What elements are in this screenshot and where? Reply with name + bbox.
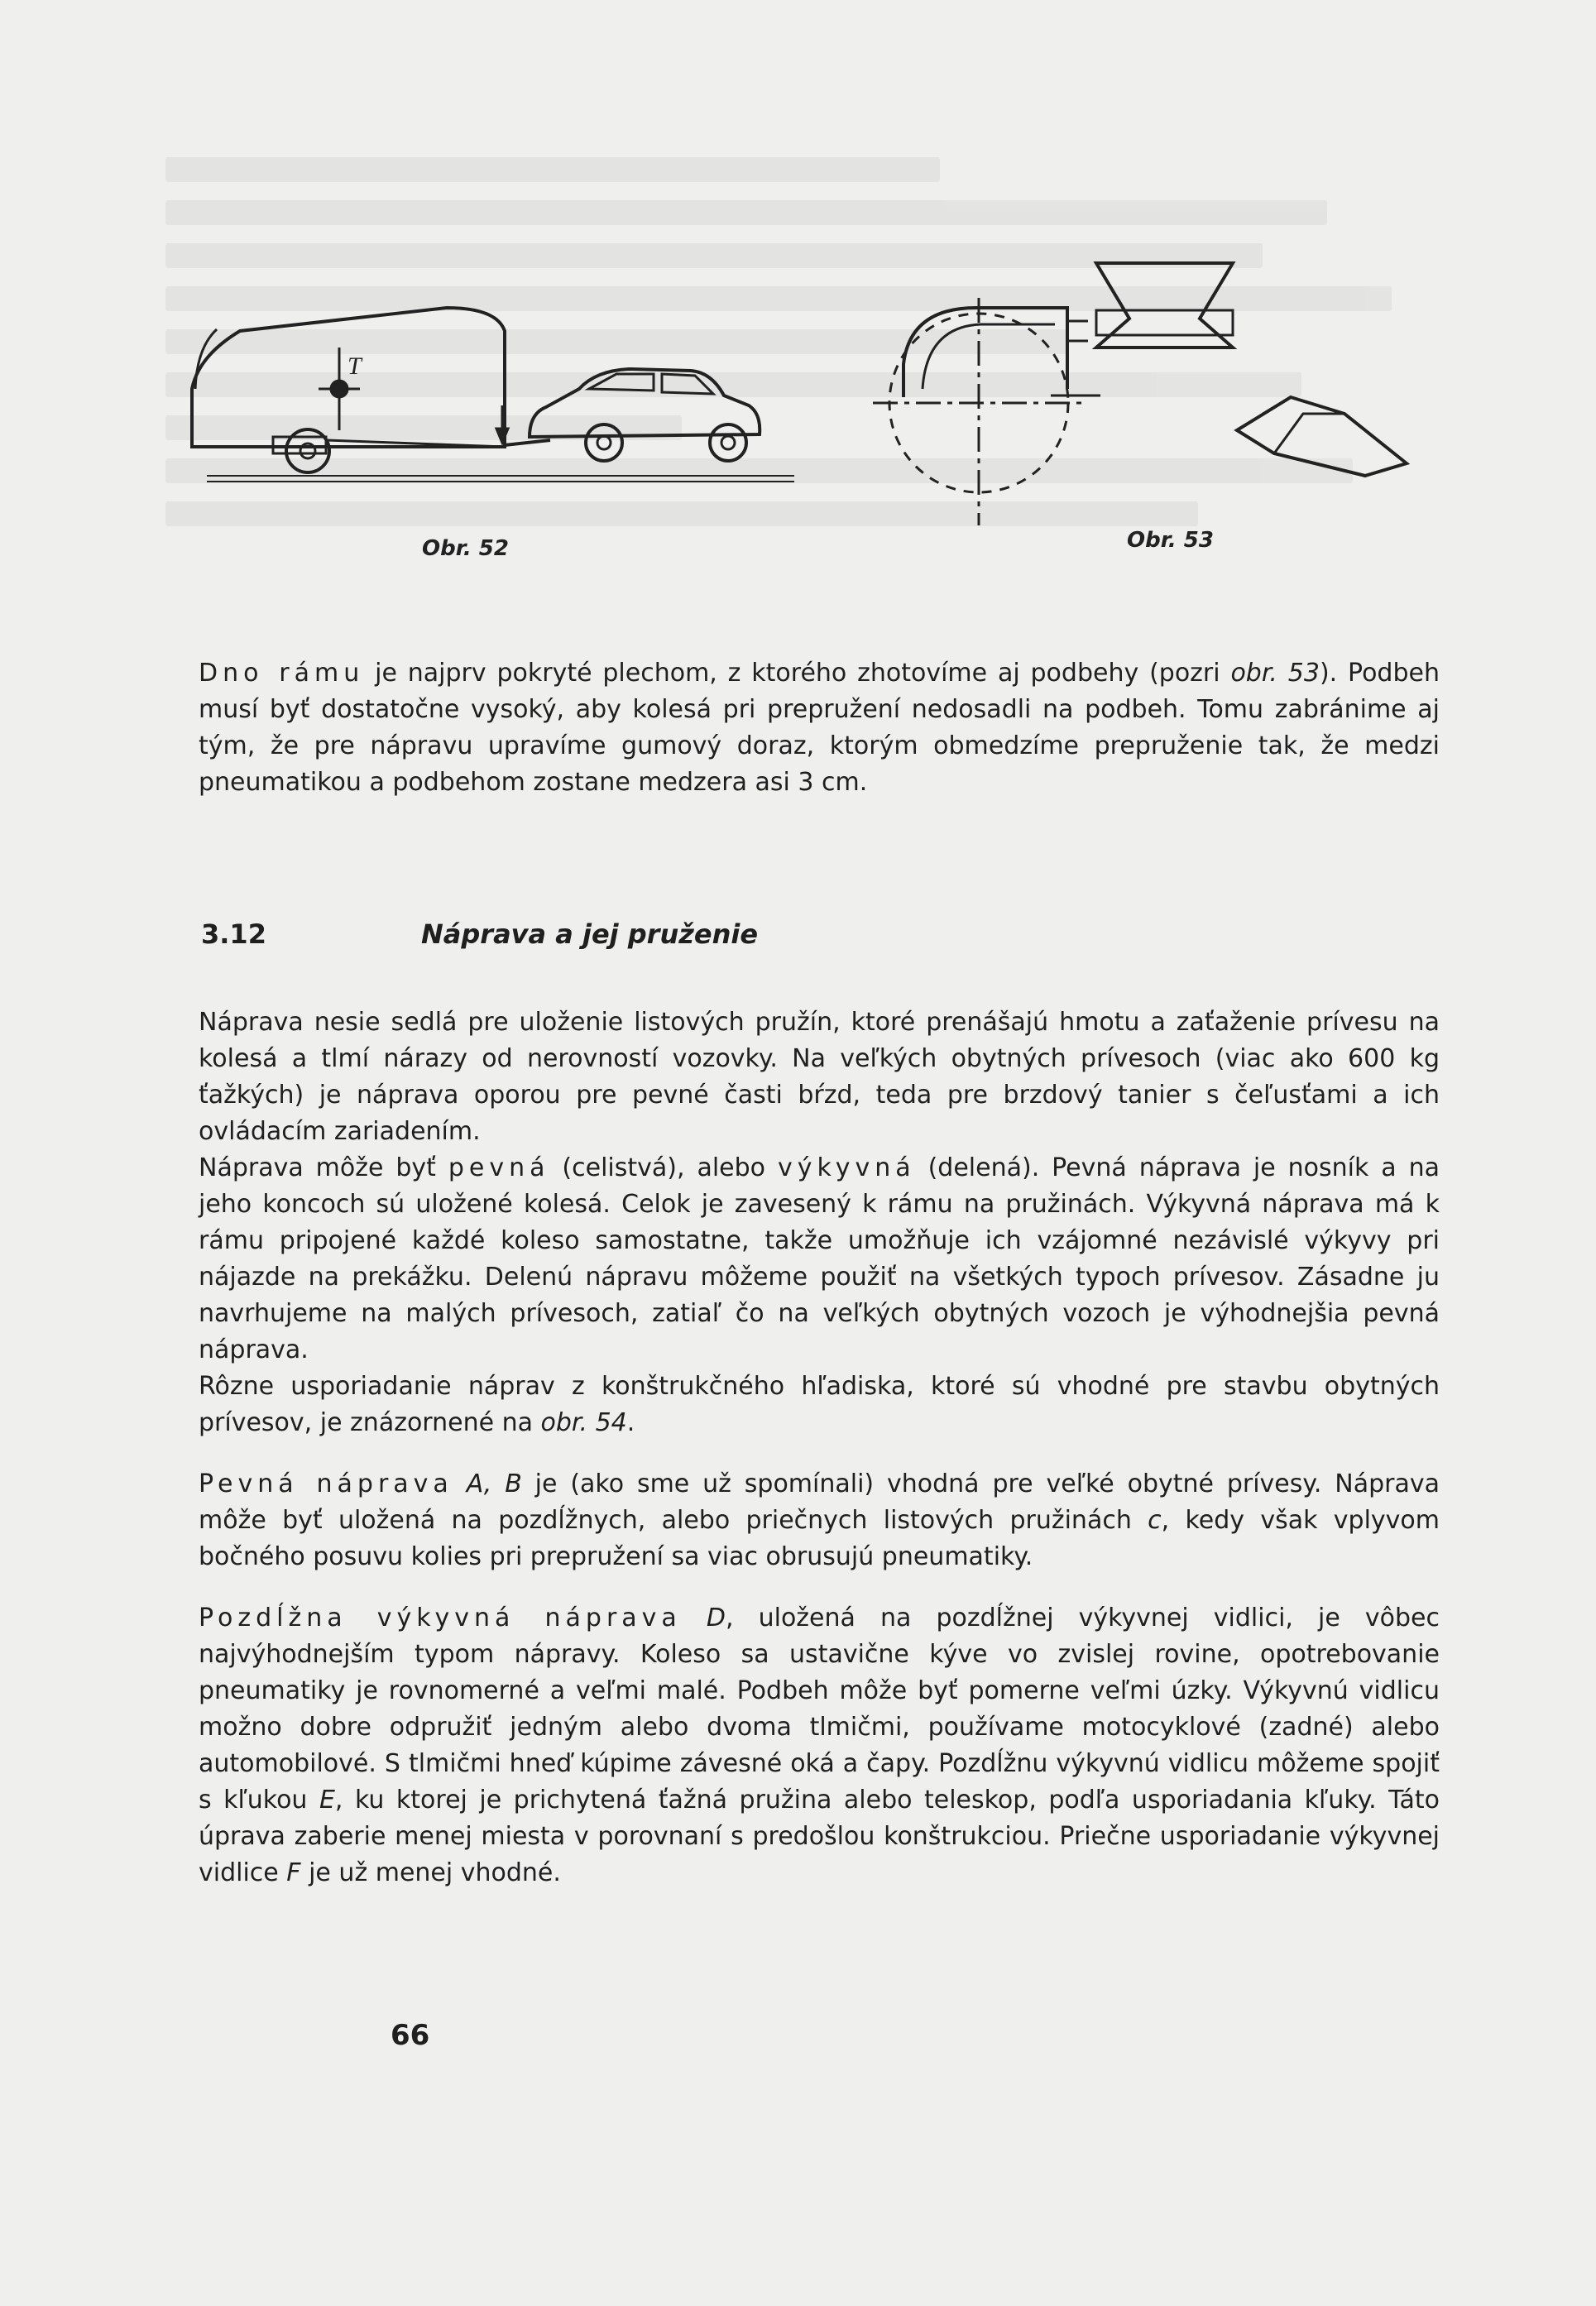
paragraph-rigid-axle bbox=[199, 1466, 1440, 1575]
text-run: (celistvá), alebo bbox=[549, 1153, 778, 1182]
text-run bbox=[682, 1604, 707, 1632]
text-run: , ku ktorej je prichytená ťažná pružina alebo teleskop, podľa usporiadania kľuky. Táto úprava zaberie menej miesta v porovnaní s predošlou konštrukciou. Priečne usporiadanie výkyvnej vidlice bbox=[199, 1786, 1440, 1887]
figures-area bbox=[0, 0, 1596, 596]
figure-ref: obr. 54 bbox=[540, 1408, 627, 1437]
text-run: . bbox=[626, 1408, 635, 1437]
text-run: , kedy však vplyvom bočného posuvu kolies pri prepružení sa viac obrusujú pneumatiky. bbox=[199, 1506, 1440, 1571]
section-title: Náprava a jej pruženie bbox=[421, 918, 759, 950]
figure-52-caption: Obr. 52 bbox=[422, 536, 509, 561]
page-number: 66 bbox=[391, 2019, 430, 2052]
text-run: (delená). Pevná náprava je nosník a na jeho koncoch sú uložené kolesá. Celok je zavesený k rámu na pružinách. Výkyvná náprava má k rámu pripojené každé koleso samostatne, takže umožňuje ich vzájomné nezávislé výkyvy pri nájazde na prekážku. Delenú nápravu môžeme použiť na všetkých typoch prívesov. Zásadne ju navrhujeme na malých prívesoch, zatiaľ čo na veľkých obytných vozoch je výhodnejšia pevná náprava. bbox=[199, 1153, 1440, 1364]
spaced-term-vykyvna: výkyvná bbox=[777, 1153, 916, 1182]
paragraph-axle-intro: Náprava nesie sedlá pre uloženie listových pružín, ktoré prenášajú hmotu a zaťaženie prívesu na kolesá a tlmí nárazy od nerovností vozovky. Na veľkých obytných prívesoch (viac ako 600 kg ťažkých) je náprava oporou pre pevné časti bŕzd, teda pre brzdový tanier s čeľusťami a ich ovládacím zariadením. bbox=[199, 1008, 1440, 1146]
section-number: 3.12 bbox=[201, 918, 266, 950]
text-run: Náprava môže byť bbox=[199, 1153, 448, 1182]
section-body bbox=[199, 1004, 1440, 1891]
paragraph-swing-axle bbox=[199, 1600, 1440, 1891]
text-run: Rôzne usporiadanie náprav z konštrukčného hľadiska, ktoré sú vhodné pre stavbu obytných prívesov, je znázornené na bbox=[199, 1372, 1440, 1437]
fig52-drawing bbox=[192, 308, 794, 482]
text-run: je už menej vhodné. bbox=[300, 1858, 561, 1887]
spaced-lead: Pevná náprava bbox=[199, 1469, 453, 1498]
section-heading bbox=[201, 918, 758, 950]
figure-53-caption: Obr. 53 bbox=[1127, 528, 1214, 553]
text-run: ). Podbeh musí byť dostatočne vysoký, aby kolesá pri prepružení nedosadli na podbeh. Tomu zabránime aj tým, že pre nápravu upravíme gumový doraz, ktorým obmedzíme prepruženie tak, že medzi pneumatikou a podbehom zostane medzera asi 3 cm. bbox=[199, 659, 1440, 797]
text-run: , uložená na pozdĺžnej výkyvnej vidlici, je vôbec najvýhodnejším typom nápravy. Koleso sa ustavične kýve vo zvislej rovine, opotrebovanie pneumatiky je rovnomerné a veľmi malé. Podbeh môže byť pomerne veľmi úzky. Výkyvnú vidlicu možno dobre odpružiť jedným alebo dvoma tlmičmi, používame motocyklové (zadné) alebo automobilové. S tlmičmi hneď kúpime závesné oká a čapy. Pozdĺžnu výkyvnú vidlicu môžeme spojiť s kľukou bbox=[199, 1604, 1440, 1815]
letter-ref: E bbox=[319, 1786, 335, 1815]
letter-ref: F bbox=[286, 1858, 301, 1887]
fig53-drawing bbox=[873, 263, 1407, 525]
paragraph-arrangement bbox=[199, 1369, 1440, 1441]
letter-ref: D bbox=[706, 1604, 726, 1632]
paragraph-axle-types bbox=[199, 1150, 1440, 1369]
text-run: je najprv pokryté plechom, z ktorého zhotovíme aj podbehy (pozri bbox=[364, 659, 1231, 688]
fig52-label-T: T bbox=[347, 352, 362, 380]
spaced-lead: Pozdĺžna výkyvná náprava bbox=[199, 1604, 682, 1632]
paragraph-frame-floor bbox=[199, 655, 1440, 801]
letter-ref: c bbox=[1148, 1506, 1162, 1535]
text-run bbox=[453, 1469, 467, 1498]
letter-ref: A, B bbox=[466, 1469, 522, 1498]
text-run: je (ako sme už spomínali) vhodná pre veľké obytné prívesy. Náprava môže byť uložená na pozdĺžnych, alebo priečnych listových pružinách bbox=[199, 1469, 1440, 1535]
spaced-term-pevna: pevná bbox=[448, 1153, 550, 1182]
spaced-lead: Dno rámu bbox=[199, 659, 365, 688]
paragraph bbox=[199, 655, 1440, 801]
figure-ref: obr. 53 bbox=[1230, 659, 1320, 688]
